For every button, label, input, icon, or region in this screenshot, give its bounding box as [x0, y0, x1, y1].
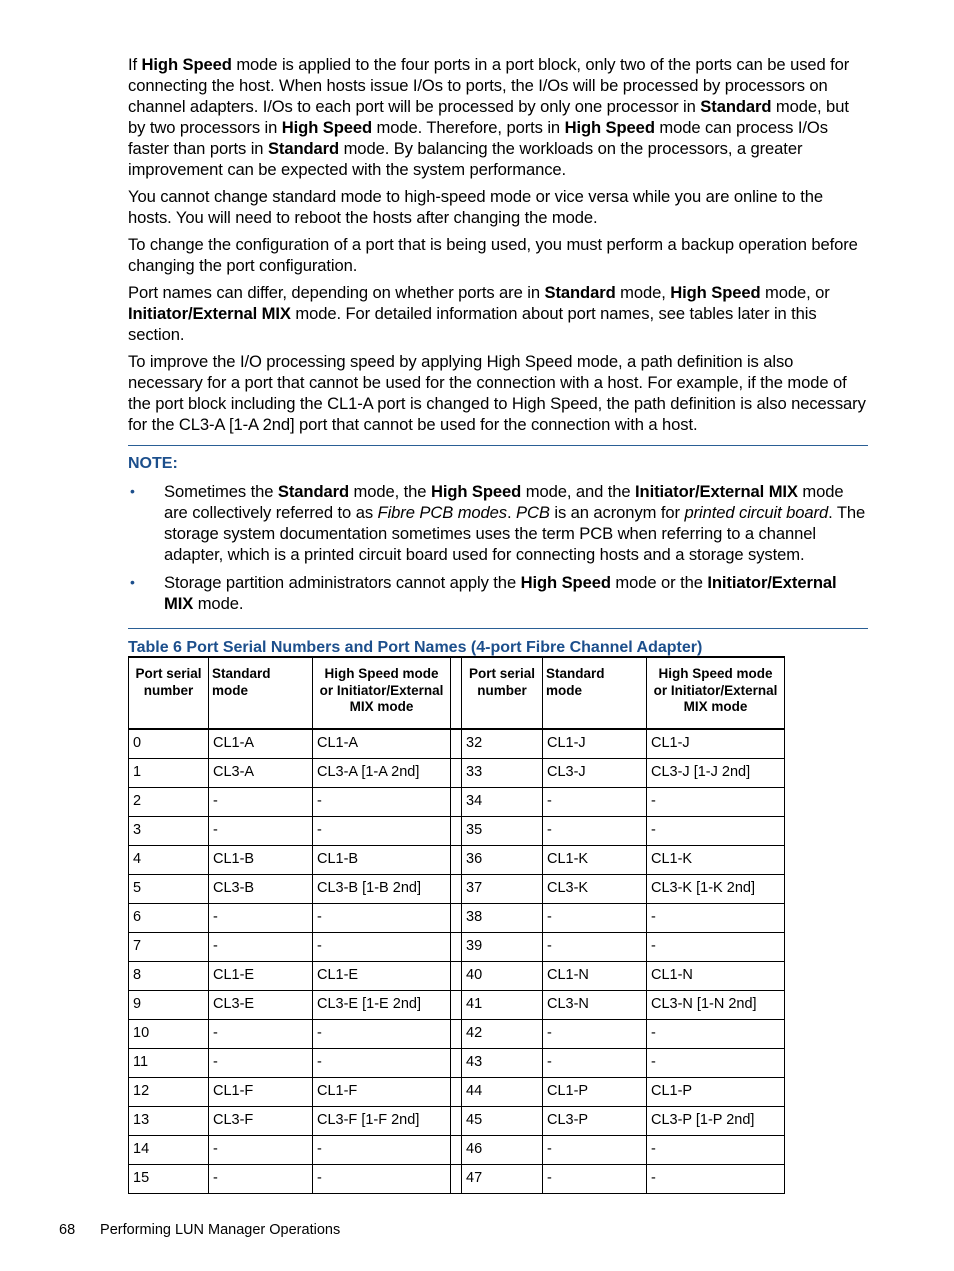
high-speed-mode-cell: CL3-E [1-E 2nd]: [313, 990, 451, 1019]
bold-term: High Speed: [564, 118, 655, 137]
port-serial-cell: 38: [462, 903, 543, 932]
standard-mode-cell: CL1-J: [543, 729, 647, 758]
port-serial-cell: 3: [129, 816, 209, 845]
bullet-icon: •: [130, 483, 135, 499]
port-serial-cell: 42: [462, 1019, 543, 1048]
table-row: [129, 1019, 785, 1048]
standard-mode-cell: CL3-A: [209, 758, 313, 787]
column-separator: [451, 1048, 462, 1077]
header-standard-mode: Standard mode: [209, 657, 313, 729]
bullet-icon: •: [130, 574, 135, 590]
bold-term: High Speed: [281, 118, 373, 137]
text-run: Port names can differ, depending on whether ports are in: [128, 283, 545, 302]
text-run: mode.: [193, 594, 244, 613]
port-serial-cell: 39: [462, 932, 543, 961]
header-high-speed-mode: High Speed mode or Initiator/External MIX mode: [313, 657, 451, 729]
port-serial-cell: 7: [129, 932, 209, 961]
column-separator: [451, 990, 462, 1019]
page-footer: [59, 1222, 340, 1238]
document-body: [128, 54, 868, 657]
port-serial-cell: 35: [462, 816, 543, 845]
port-serial-cell: 10: [129, 1019, 209, 1048]
high-speed-mode-cell: -: [313, 1019, 451, 1048]
text-run: Sometimes the: [164, 482, 278, 501]
paragraph: [128, 186, 868, 228]
port-serial-cell: 44: [462, 1077, 543, 1106]
standard-mode-cell: CL1-P: [543, 1077, 647, 1106]
high-speed-mode-cell: -: [313, 903, 451, 932]
standard-mode-cell: -: [543, 816, 647, 845]
high-speed-mode-cell: CL1-N: [647, 961, 785, 990]
table-row: [129, 903, 785, 932]
port-serial-cell: 37: [462, 874, 543, 903]
standard-mode-cell: CL1-A: [209, 729, 313, 758]
table-row: [129, 932, 785, 961]
high-speed-mode-cell: -: [313, 1164, 451, 1193]
table-row: [129, 1164, 785, 1193]
column-separator: [451, 845, 462, 874]
paragraph: [128, 351, 868, 435]
text-run: mode can process I/Os faster than ports in: [128, 118, 828, 158]
column-separator: [451, 729, 462, 758]
port-serial-cell: 33: [462, 758, 543, 787]
port-serial-cell: 40: [462, 961, 543, 990]
column-separator: [451, 1164, 462, 1193]
text-run: mode, and the: [521, 482, 636, 501]
high-speed-mode-cell: -: [647, 903, 785, 932]
bold-term: Standard: [277, 482, 350, 501]
high-speed-mode-cell: CL3-A [1-A 2nd]: [313, 758, 451, 787]
italic-term: PCB: [516, 503, 550, 522]
port-serial-cell: 8: [129, 961, 209, 990]
note-title: NOTE:: [128, 455, 178, 472]
table-row: [129, 816, 785, 845]
note-item: [128, 572, 868, 614]
text-run: mode, or: [760, 283, 830, 302]
high-speed-mode-cell: CL3-P [1-P 2nd]: [647, 1106, 785, 1135]
text-run: mode,: [615, 283, 671, 302]
column-separator: [451, 932, 462, 961]
standard-mode-cell: -: [543, 787, 647, 816]
port-serial-cell: 6: [129, 903, 209, 932]
standard-mode-cell: -: [209, 816, 313, 845]
bold-term: Standard: [700, 97, 772, 116]
standard-mode-cell: CL1-E: [209, 961, 313, 990]
high-speed-mode-cell: CL1-J: [647, 729, 785, 758]
high-speed-mode-cell: -: [647, 932, 785, 961]
high-speed-mode-cell: CL1-B: [313, 845, 451, 874]
column-separator: [451, 1106, 462, 1135]
bold-term: High Speed: [520, 573, 611, 592]
bold-term: Initiator/External MIX: [164, 573, 837, 613]
italic-term: printed circuit board: [684, 503, 829, 522]
table-row: [129, 845, 785, 874]
standard-mode-cell: CL3-N: [543, 990, 647, 1019]
high-speed-mode-cell: CL1-A: [313, 729, 451, 758]
table-row: [129, 1048, 785, 1077]
text-run: mode. Therefore, ports in: [372, 118, 565, 137]
standard-mode-cell: CL3-F: [209, 1106, 313, 1135]
standard-mode-cell: -: [209, 932, 313, 961]
standard-mode-cell: CL3-K: [543, 874, 647, 903]
column-separator: [451, 787, 462, 816]
table-row: [129, 874, 785, 903]
standard-mode-cell: CL1-N: [543, 961, 647, 990]
high-speed-mode-cell: -: [313, 1048, 451, 1077]
text-run: mode, the: [349, 482, 431, 501]
standard-mode-cell: CL3-P: [543, 1106, 647, 1135]
column-separator: [451, 657, 462, 729]
paragraph: [128, 234, 868, 276]
bold-term: Initiator/External MIX: [128, 304, 291, 323]
port-serial-cell: 5: [129, 874, 209, 903]
standard-mode-cell: -: [543, 1135, 647, 1164]
port-serial-cell: 47: [462, 1164, 543, 1193]
paragraph: [128, 282, 868, 345]
high-speed-mode-cell: -: [647, 787, 785, 816]
header-port-serial: Port serial number: [462, 657, 543, 729]
standard-mode-cell: CL1-K: [543, 845, 647, 874]
table-row: [129, 961, 785, 990]
text-run: .: [507, 503, 517, 522]
port-serial-cell: 41: [462, 990, 543, 1019]
text-run: Storage partition administrators cannot apply the: [164, 573, 521, 592]
body-text: [128, 54, 868, 435]
column-separator: [451, 1135, 462, 1164]
port-serial-cell: 46: [462, 1135, 543, 1164]
high-speed-mode-cell: -: [313, 932, 451, 961]
high-speed-mode-cell: CL1-K: [647, 845, 785, 874]
column-separator: [451, 816, 462, 845]
text-run: is an acronym for: [549, 503, 685, 522]
standard-mode-cell: -: [543, 1019, 647, 1048]
standard-mode-cell: -: [209, 1048, 313, 1077]
column-separator: [451, 758, 462, 787]
text-run: To change the configuration of a port that is being used, you must perform a backup operation before changing the port configuration.: [128, 235, 858, 275]
high-speed-mode-cell: CL3-B [1-B 2nd]: [313, 874, 451, 903]
standard-mode-cell: CL1-B: [209, 845, 313, 874]
column-separator: [451, 961, 462, 990]
port-serial-cell: 2: [129, 787, 209, 816]
standard-mode-cell: -: [209, 787, 313, 816]
bold-term: High Speed: [430, 482, 522, 501]
standard-mode-cell: -: [209, 1164, 313, 1193]
high-speed-mode-cell: CL3-F [1-F 2nd]: [313, 1106, 451, 1135]
text-run: You cannot change standard mode to high-speed mode or vice versa while you are online to the hosts. You will need to reboot the hosts after changing the mode.: [128, 187, 823, 227]
port-serial-cell: 12: [129, 1077, 209, 1106]
port-serial-cell: 45: [462, 1106, 543, 1135]
header-port-serial: Port serial number: [129, 657, 209, 729]
port-serial-cell: 15: [129, 1164, 209, 1193]
text-run: mode, but by two processors in: [128, 97, 849, 137]
high-speed-mode-cell: -: [647, 1135, 785, 1164]
port-serial-cell: 34: [462, 787, 543, 816]
text-run: mode are collectively referred to as: [164, 482, 844, 522]
paragraph: [128, 54, 868, 180]
bold-term: Standard: [544, 283, 616, 302]
note-item: [128, 481, 868, 565]
table-row: [129, 1135, 785, 1164]
text-run: To improve the I/O processing speed by applying High Speed mode, a path definition is also necessary for a port that cannot be used for the connection with a host. For example, if the mode of the port block including the CL1-A port is changed to High Speed, the path definition is also necessary for the CL3-A [1-A 2nd] port that cannot be used for the connection with a host.: [128, 352, 866, 434]
column-separator: [451, 1019, 462, 1048]
table-row: [129, 1077, 785, 1106]
table-row: [129, 990, 785, 1019]
port-table: [128, 656, 785, 1194]
standard-mode-cell: -: [209, 903, 313, 932]
standard-mode-cell: CL1-F: [209, 1077, 313, 1106]
table-row: [129, 758, 785, 787]
high-speed-mode-cell: CL3-K [1-K 2nd]: [647, 874, 785, 903]
table-row: [129, 729, 785, 758]
port-serial-cell: 32: [462, 729, 543, 758]
bold-term: High Speed: [670, 283, 761, 302]
high-speed-mode-cell: -: [647, 816, 785, 845]
port-serial-cell: 9: [129, 990, 209, 1019]
table-row: [129, 1106, 785, 1135]
text-run: mode or the: [610, 573, 708, 592]
port-serial-cell: 14: [129, 1135, 209, 1164]
text-run: If: [128, 55, 142, 74]
high-speed-mode-cell: -: [313, 1135, 451, 1164]
standard-mode-cell: -: [543, 903, 647, 932]
table-body: [129, 729, 785, 1193]
header-standard-mode: Standard mode: [543, 657, 647, 729]
port-serial-cell: 13: [129, 1106, 209, 1135]
text-run: mode. By balancing the workloads on the processors, a greater improvement can be expected with the system performance.: [128, 139, 803, 179]
standard-mode-cell: -: [543, 932, 647, 961]
high-speed-mode-cell: -: [647, 1164, 785, 1193]
text-run: . The storage system documentation sometimes uses the term PCB when referring to a channel adapter, which is a printed circuit board used for connecting hosts and a storage system.: [164, 503, 866, 564]
column-separator: [451, 1077, 462, 1106]
high-speed-mode-cell: CL1-F: [313, 1077, 451, 1106]
standard-mode-cell: -: [209, 1135, 313, 1164]
high-speed-mode-cell: CL1-P: [647, 1077, 785, 1106]
port-serial-cell: 43: [462, 1048, 543, 1077]
port-serial-cell: 36: [462, 845, 543, 874]
bold-term: Initiator/External MIX: [635, 482, 798, 501]
text-run: mode is applied to the four ports in a port block, only two of the ports can be used for connecting the host. When hosts issue I/Os to ports, the I/Os will be processed by processors on channel adapters. I/Os to each port will be processed by only one processor in: [128, 55, 850, 116]
high-speed-mode-cell: CL3-J [1-J 2nd]: [647, 758, 785, 787]
standard-mode-cell: CL3-B: [209, 874, 313, 903]
note-list: [128, 481, 868, 614]
high-speed-mode-cell: CL3-N [1-N 2nd]: [647, 990, 785, 1019]
table-header-row: [129, 657, 785, 729]
bold-term: Standard: [267, 139, 340, 158]
table-caption: Table 6 Port Serial Numbers and Port Names (4-port Fibre Channel Adapter): [128, 639, 703, 656]
note-box: [128, 445, 868, 629]
header-high-speed-mode: High Speed mode or Initiator/External MIX mode: [647, 657, 785, 729]
standard-mode-cell: CL3-E: [209, 990, 313, 1019]
standard-mode-cell: -: [543, 1048, 647, 1077]
bold-term: High Speed: [141, 55, 232, 74]
high-speed-mode-cell: -: [313, 816, 451, 845]
high-speed-mode-cell: -: [647, 1019, 785, 1048]
footer-section-title: Performing LUN Manager Operations: [100, 1222, 341, 1238]
port-serial-cell: 4: [129, 845, 209, 874]
high-speed-mode-cell: -: [647, 1048, 785, 1077]
italic-term: Fibre PCB modes: [377, 503, 507, 522]
port-serial-cell: 1: [129, 758, 209, 787]
standard-mode-cell: -: [543, 1164, 647, 1193]
column-separator: [451, 903, 462, 932]
port-serial-cell: 11: [129, 1048, 209, 1077]
standard-mode-cell: CL3-J: [543, 758, 647, 787]
table-row: [129, 787, 785, 816]
standard-mode-cell: -: [209, 1019, 313, 1048]
high-speed-mode-cell: -: [313, 787, 451, 816]
page-number: 68: [59, 1222, 76, 1238]
column-separator: [451, 874, 462, 903]
port-serial-cell: 0: [129, 729, 209, 758]
high-speed-mode-cell: CL1-E: [313, 961, 451, 990]
text-run: mode. For detailed information about port names, see tables later in this section.: [128, 304, 817, 344]
